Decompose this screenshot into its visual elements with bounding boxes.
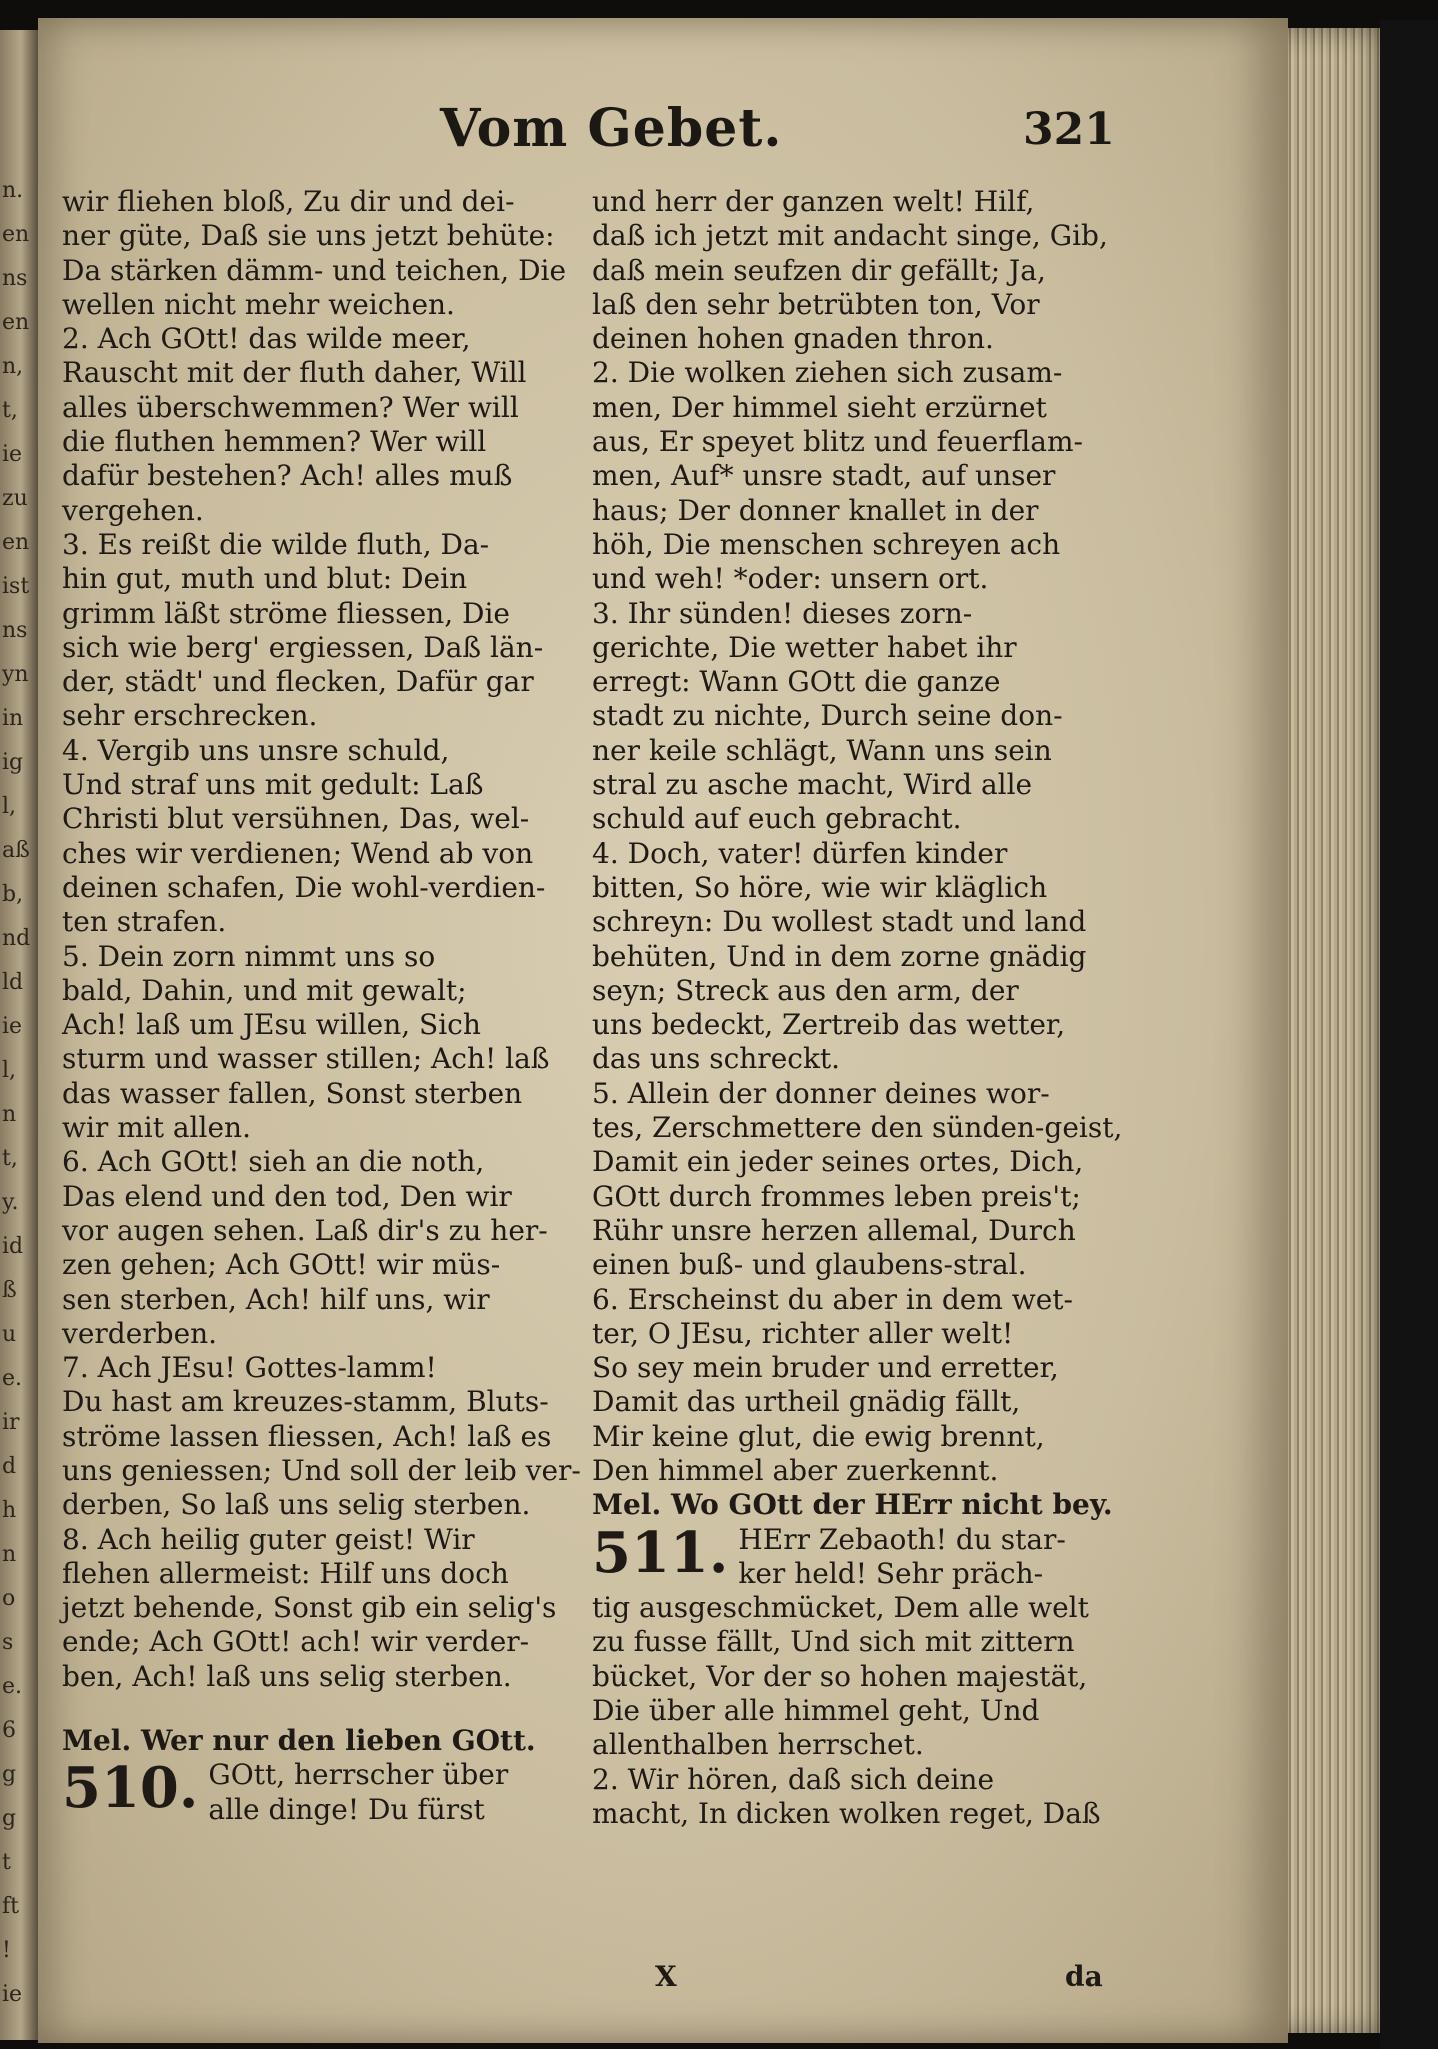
text-line: men, Der himmel sieht erzürnet	[592, 390, 1047, 424]
previous-page-fragment: ld	[2, 970, 24, 995]
text-line: behüten, Und in dem zorne gnädig	[592, 939, 1087, 973]
text-line: aus, Er speyet blitz und feuerflam-	[592, 425, 1083, 459]
previous-page-fragment: ft	[2, 1894, 19, 1919]
previous-page-fragment: in	[2, 706, 24, 731]
previous-page-fragment: b,	[2, 882, 24, 907]
text-line: jetzt behende, Sonst gib ein selig's	[62, 1591, 557, 1625]
previous-page-fragment: t,	[2, 398, 18, 423]
text-line: Rauscht mit der fluth daher, Will	[62, 356, 527, 390]
text-line: einen buß- und glaubens-stral.	[592, 1248, 1027, 1282]
text-line: laß den sehr betrübten ton, Vor	[592, 287, 1040, 321]
text-line: vor augen sehen. Laß dir's zu her-	[62, 1213, 548, 1247]
text-line: 2. Ach GOtt! das wilde meer,	[62, 322, 471, 356]
text-line: Ach! laß um JEsu willen, Sich	[62, 1008, 481, 1042]
previous-page-fragment: ie	[2, 442, 23, 467]
text-line: die fluthen hemmen? Wer will	[62, 425, 487, 459]
previous-page-fragment: ns	[2, 618, 28, 643]
text-line: 8. Ach heilig guter geist! Wir	[62, 1522, 475, 1556]
previous-page-fragment: d	[2, 1454, 17, 1479]
text-line: ner keile schlägt, Wann uns sein	[592, 733, 1052, 767]
previous-page-edge	[0, 30, 38, 2040]
previous-page-fragment: ig	[2, 750, 24, 775]
previous-page-fragment: l,	[2, 794, 17, 819]
text-line: seyn; Streck aus den arm, der	[592, 973, 1019, 1007]
text-line: 2. Die wolken ziehen sich zusam-	[592, 356, 1063, 390]
previous-page-fragment: en	[2, 310, 30, 335]
text-line: bitten, So höre, wie wir kläglich	[592, 870, 1048, 904]
text-line: 2. Wir hören, daß sich deine	[592, 1762, 995, 1796]
text-line: Mir keine glut, die ewig brennt,	[592, 1419, 1045, 1453]
previous-page-fragment: u	[2, 1322, 17, 1347]
text-line: ner güte, Daß sie uns jetzt behüte:	[62, 219, 555, 253]
hymn-510-opening	[62, 1755, 562, 1827]
text-line: 5. Allein der donner deines wor-	[592, 1076, 1050, 1110]
text-line: alles überschwemmen? Wer will	[62, 390, 519, 424]
text-line: 7. Ach JEsu! Gottes-lamm!	[62, 1351, 437, 1385]
text-line: sen sterben, Ach! hilf uns, wir	[62, 1282, 490, 1316]
hymn-510-number: 510.	[62, 1755, 199, 1822]
text-line: 5. Dein zorn nimmt uns so	[62, 939, 436, 973]
right-column-continuation	[592, 1591, 1117, 1831]
text-line: men, Auf* unsre stadt, auf unser	[592, 459, 1056, 493]
text-line: uns bedeckt, Zertreib das wetter,	[592, 1008, 1066, 1042]
previous-page-fragment: t	[2, 1850, 11, 1875]
previous-page-fragment: en	[2, 222, 30, 247]
previous-page-fragment: s	[2, 1630, 14, 1655]
text-line: So sey mein bruder und erretter,	[592, 1351, 1059, 1385]
previous-page-fragment: ie	[2, 1982, 23, 2007]
previous-page-fragment: e.	[2, 1366, 23, 1391]
hymn-510-line-2: alle dinge! Du fürst	[208, 1792, 485, 1826]
previous-page-fragment: ie	[2, 1014, 23, 1039]
text-line: sehr erschrecken.	[62, 699, 318, 733]
text-line: 6. Ach GOtt! sieh an die noth,	[62, 1145, 485, 1179]
text-line: zen gehen; Ach GOtt! wir müs-	[62, 1248, 501, 1282]
previous-page-fragment: y.	[2, 1190, 19, 1215]
book-cover	[1380, 20, 1438, 2049]
text-line: Rühr unsre herzen allemal, Durch	[592, 1213, 1076, 1247]
text-line: wir fliehen bloß, Zu dir und dei-	[62, 185, 515, 218]
text-line: tig ausgeschmücket, Dem alle welt	[592, 1591, 1089, 1625]
running-head: Vom Gebet.	[440, 98, 783, 159]
signature-mark: X	[655, 1960, 677, 1993]
text-line: wir mit allen.	[62, 1111, 251, 1145]
previous-page-fragment: ir	[2, 1410, 20, 1435]
text-line: schuld auf euch gebracht.	[592, 802, 962, 836]
previous-page-fragment: n,	[2, 354, 24, 379]
text-line: und weh! *oder: unsern ort.	[592, 562, 989, 596]
previous-page-fragment: nd	[2, 926, 31, 951]
text-line: sturm und wasser stillen; Ach! laß	[62, 1042, 550, 1076]
text-line: Die über alle himmel geht, Und	[592, 1694, 1040, 1728]
previous-page-fragment: ß	[2, 1278, 17, 1303]
text-line: vergehen.	[62, 493, 204, 527]
text-line: hin gut, muth und blut: Dein	[62, 562, 468, 596]
hymn-511-melody: Mel. Wo GOtt der HErr nicht bey.	[592, 1488, 1113, 1522]
text-line: deinen hohen gnaden thron.	[592, 322, 994, 356]
text-line: bücket, Vor der so hohen majestät,	[592, 1659, 1088, 1693]
text-line: 4. Vergib uns unsre schuld,	[62, 733, 450, 767]
text-line: dafür bestehen? Ach! alles muß	[62, 459, 513, 493]
left-column-text	[62, 185, 581, 1694]
text-line: flehen allermeist: Hilf uns doch	[62, 1556, 509, 1590]
text-line: Christi blut versühnen, Das, wel-	[62, 802, 530, 836]
previous-page-fragment: !	[2, 1938, 11, 1963]
text-line: Du hast am kreuzes-stamm, Bluts-	[62, 1385, 549, 1419]
text-line: bald, Dahin, und mit gewalt;	[62, 973, 467, 1007]
text-line: der, städt' und flecken, Dafür gar	[62, 665, 534, 699]
text-line: allenthalben herrschet.	[592, 1728, 924, 1762]
previous-page-fragment: zu	[2, 486, 28, 511]
previous-page-fragment: aß	[2, 838, 30, 863]
previous-page-fragment: en	[2, 530, 30, 555]
previous-page-fragment: n	[2, 1102, 17, 1127]
page-number: 321	[1023, 104, 1115, 155]
text-line: Das elend und den tod, Den wir	[62, 1179, 512, 1213]
text-line: verderben.	[62, 1316, 218, 1350]
text-line: GOtt durch frommes leben preis't;	[592, 1179, 1081, 1213]
text-line: stadt zu nichte, Durch seine don-	[592, 699, 1063, 733]
text-line: 3. Es reißt die wilde fluth, Da-	[62, 527, 490, 561]
previous-page-fragment: l,	[2, 1058, 17, 1083]
text-line: haus; Der donner knallet in der	[592, 493, 1039, 527]
previous-page-fragment: n.	[2, 178, 24, 203]
text-line: 3. Ihr sünden! dieses zorn-	[592, 596, 973, 630]
text-line: daß mein seufzen dir gefällt; Ja,	[592, 253, 1046, 287]
text-line: daß ich jetzt mit andacht singe, Gib,	[592, 219, 1108, 253]
text-line: derben, So laß uns selig sterben.	[62, 1488, 531, 1522]
text-line: stral zu asche macht, Wird alle	[592, 768, 1033, 802]
hymn-510-melody: Mel. Wer nur den lieben GOtt.	[62, 1724, 536, 1758]
text-line: ter, O JEsu, richter aller welt!	[592, 1316, 1014, 1350]
text-line: ten strafen.	[62, 905, 227, 939]
text-line: ende; Ach GOtt! ach! wir verder-	[62, 1625, 530, 1659]
text-line: das uns schreckt.	[592, 1042, 841, 1076]
previous-page-fragment: n	[2, 1542, 17, 1567]
previous-page-fragment: id	[2, 1234, 24, 1259]
text-line: erregt: Wann GOtt die ganze	[592, 665, 1001, 699]
previous-page-fragment: yn	[2, 662, 29, 687]
text-line: Und straf uns mit gedult: Laß	[62, 768, 484, 802]
text-line: grimm läßt ströme fliessen, Die	[62, 596, 510, 630]
text-line: Da stärken dämm- und teichen, Die	[62, 253, 567, 287]
text-line: höh, Die menschen schreyen ach	[592, 527, 1061, 561]
text-line: das wasser fallen, Sonst sterben	[62, 1076, 523, 1110]
previous-page-fragment: e.	[2, 1674, 23, 1699]
hymn-511-line-1: HErr Zebaoth! du star-	[738, 1522, 1066, 1556]
previous-page-fragment: ist	[2, 574, 30, 599]
text-line: Den himmel aber zuerkennt.	[592, 1453, 999, 1487]
previous-page-fragment: g	[2, 1762, 17, 1787]
text-line: 6. Erscheinst du aber in dem wet-	[592, 1282, 1074, 1316]
right-column-text	[592, 185, 1123, 1488]
hymn-511-number: 511.	[592, 1519, 729, 1586]
text-line: ben, Ach! laß uns selig sterben.	[62, 1659, 512, 1693]
previous-page-fragment: g	[2, 1806, 17, 1831]
right-column	[592, 185, 1123, 1831]
text-line: ches wir verdienen; Wend ab von	[62, 836, 534, 870]
text-line: tes, Zerschmettere den sünden-geist,	[592, 1111, 1123, 1145]
text-line: uns geniessen; Und soll der leib ver-	[62, 1453, 581, 1487]
hymn-511-opening	[592, 1519, 1117, 1592]
text-line: schreyn: Du wollest stadt und land	[592, 905, 1087, 939]
previous-page-fragment: t,	[2, 1146, 18, 1171]
text-line: und herr der ganzen welt! Hilf,	[592, 185, 1035, 218]
previous-page-fragment: o	[2, 1586, 16, 1611]
text-line: Damit das urtheil gnädig fällt,	[592, 1385, 1021, 1419]
previous-page-fragment: h	[2, 1498, 17, 1523]
text-line: macht, In dicken wolken reget, Daß	[592, 1796, 1101, 1830]
text-line: sich wie berg' ergiessen, Daß län-	[62, 630, 544, 664]
text-line: zu fusse fällt, Und sich mit zittern	[592, 1625, 1075, 1659]
hymn-511-line-2: ker held! Sehr präch-	[738, 1556, 1044, 1590]
text-line: 4. Doch, vater! dürfen kinder	[592, 836, 1008, 870]
catchword: da	[1065, 1960, 1103, 1993]
text-line: wellen nicht mehr weichen.	[62, 287, 455, 321]
text-line: Damit ein jeder seines ortes, Dich,	[592, 1145, 1084, 1179]
previous-page-fragment: 6	[2, 1718, 16, 1743]
text-line: gerichte, Die wetter habet ihr	[592, 630, 1017, 664]
text-line: ströme lassen fliessen, Ach! laß es	[62, 1419, 552, 1453]
text-line: deinen schafen, Die wohl-verdien-	[62, 870, 546, 904]
hymn-510-line-1: GOtt, herrscher über	[208, 1758, 509, 1792]
previous-page-fragment: ns	[2, 266, 28, 291]
left-column	[62, 185, 581, 1827]
